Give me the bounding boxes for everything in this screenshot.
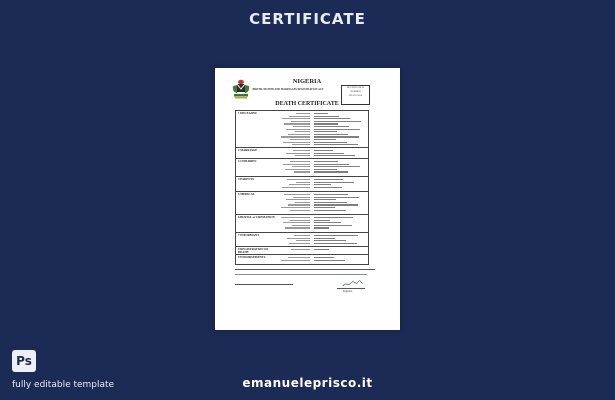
field-label-line [286,129,310,130]
field-value-line [314,204,358,205]
field-label-line [289,184,310,185]
field-label-line [281,207,310,208]
field-value-line [314,118,350,119]
issuance-line [235,284,293,285]
signature-label: Registrar [343,290,353,293]
field-label-line [285,169,310,170]
editable-template-caption: fully editable template [12,380,115,390]
field-value-line [314,153,344,154]
field-value-line [314,227,329,228]
section-endorsements [236,255,368,264]
registration-number: 2019/07/2023 [348,94,363,97]
field-value-line [314,257,334,258]
section-medical [236,192,368,215]
field-label-line [293,150,310,151]
field-value-line [314,197,359,198]
field-value-line [314,155,355,156]
field-value-line [314,225,352,226]
field-label-line [292,166,310,167]
field-label-line [281,260,310,261]
field-label-line [289,243,310,244]
section-burial-cremation [236,215,368,233]
certificate-document [215,68,400,330]
field-value-line [314,113,328,114]
field-label-line [295,202,310,203]
section-title: 1 DECEASED [238,111,257,115]
field-label-line [285,227,310,228]
field-value-line [314,260,345,261]
section-children [236,159,368,177]
field-label-line [294,171,310,172]
field-label-line [284,194,310,195]
section-registration [236,247,368,255]
field-value-line [314,116,339,117]
field-label-line [288,257,310,258]
field-value-line [314,240,346,241]
field-value-line [314,207,335,208]
section-title: 8 REGISTRATION OF DEATH [238,247,269,254]
field-value-line [314,123,338,124]
certification-detail [235,274,367,275]
registration-label-2: NUMBER [350,90,361,93]
field-value-line [314,184,331,185]
field-value-line [314,150,333,151]
field-value-line [314,144,358,145]
field-label-line [283,142,310,143]
field-label-line [290,139,310,140]
field-label-line [282,187,310,188]
field-label-line [288,134,310,135]
section-title: 2 MARRIAGE [238,148,258,152]
field-label-line [290,161,310,162]
field-label-line [294,235,310,236]
field-label-line [283,222,310,223]
field-value-line [314,210,346,211]
field-value-line [314,199,336,200]
field-label-line [281,217,310,218]
section-marriage [236,148,368,159]
field-label-line [292,225,310,226]
authority-line: BIRTHS, DEATHS AND MARRIAGES REGISTRATION ACT [252,88,324,91]
certification-statement [235,269,375,270]
section-title: 4 PARENTS [238,177,255,181]
section-title: 7 INFORMANT [238,233,260,237]
field-label-line [284,123,310,124]
section-title: 3 CHILDREN [238,159,257,163]
field-value-line [314,169,337,170]
field-value-line [314,179,343,180]
field-value-line [314,129,360,130]
field-value-line [314,235,358,236]
field-label-line [293,126,310,127]
field-value-line [314,142,347,143]
field-label-line [295,131,310,132]
field-label-line [296,113,310,114]
field-value-line [314,217,353,218]
section-deceased [236,111,368,148]
field-label-line [287,179,310,180]
field-label-line [286,153,310,154]
field-value-line [314,238,335,239]
field-label-line [293,197,310,198]
field-value-line [314,220,330,221]
field-label-line [290,210,310,211]
field-label-line [286,199,310,200]
registrar-signature-icon [342,280,364,288]
field-label-line [291,121,310,122]
brand-url: emanueleprisco.it [242,376,373,390]
field-value-line [314,194,348,195]
field-value-line [314,222,341,223]
field-value-line [314,134,348,135]
field-label-line [283,164,310,165]
field-value-line [314,171,348,172]
field-label-line [281,136,310,137]
certificate-sections [235,110,369,265]
field-value-line [314,166,360,167]
section-title: 5 MEDICAL [238,192,255,196]
field-label-line [282,118,310,119]
section-title: 9 ENDORSEMENTS [238,255,266,259]
field-value-line [314,136,359,137]
section-parents [236,177,368,192]
field-value-line [314,121,361,122]
field-label-line [295,155,310,156]
page-heading: CERTIFICATE [249,10,366,28]
field-value-line [314,243,357,244]
section-title: 6 BURIAL or CREMATION [238,215,275,219]
field-value-line [314,131,337,132]
field-value-line [314,202,347,203]
field-label-line [288,204,310,205]
field-label-line [287,238,310,239]
field-value-line [314,182,354,183]
photoshop-icon: Ps [12,350,36,372]
field-value-line [314,126,349,127]
signature-line [337,288,365,289]
field-value-line [314,161,338,162]
field-label-line [296,182,310,183]
section-informant [236,233,368,247]
registration-label-1: REGISTRATION [346,86,365,89]
certificate-title: DEATH CERTIFICATE [275,101,339,107]
field-label-line [296,240,310,241]
field-label-line [291,249,310,250]
country-name: NIGERIA [292,78,322,85]
field-value-line [314,249,329,250]
field-label-line [292,144,310,145]
field-value-line [314,164,349,165]
field-value-line [314,187,342,188]
field-label-line [289,116,310,117]
field-label-line [290,220,310,221]
field-value-line [314,139,336,140]
